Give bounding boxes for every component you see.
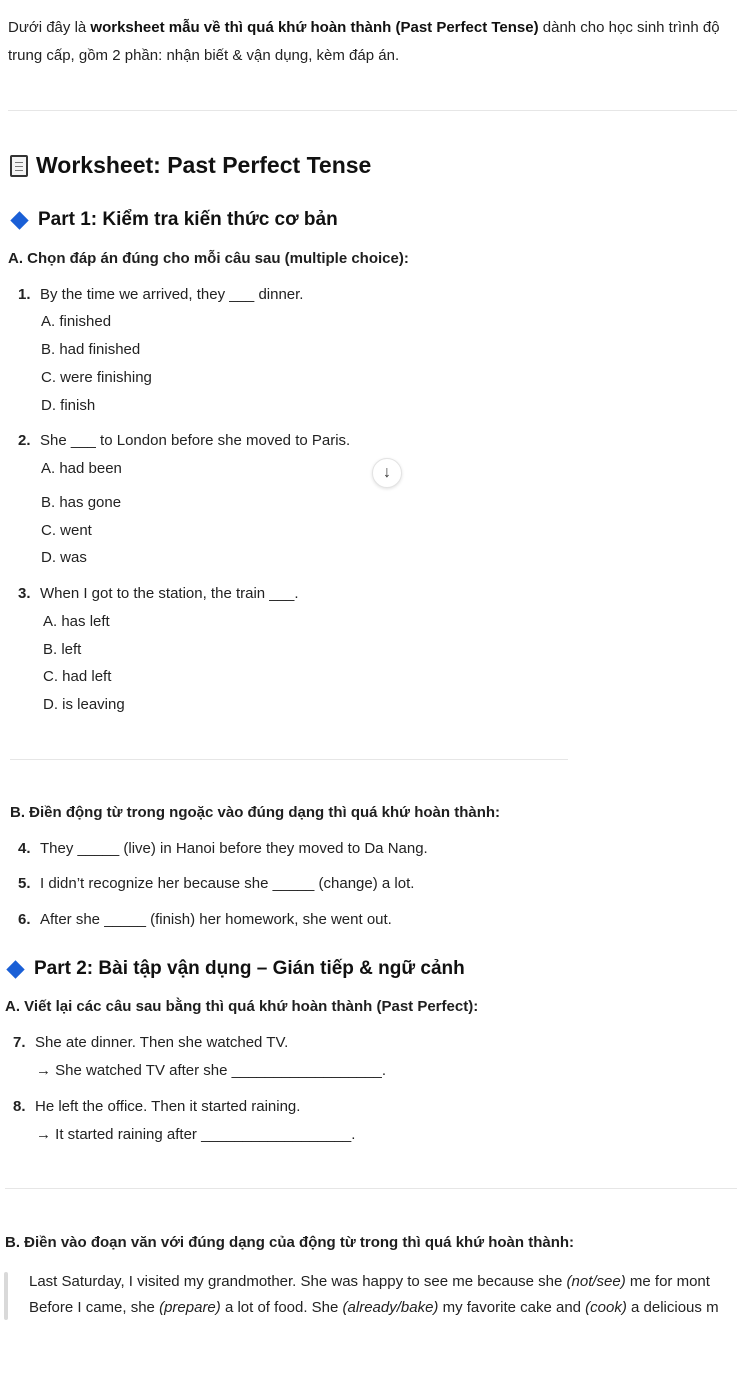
option: D. is leaving	[43, 696, 125, 713]
question-number: 2.	[18, 432, 31, 449]
fill-question-5	[18, 875, 414, 892]
option: C. went	[41, 522, 92, 539]
rewrite-question-7	[13, 1034, 288, 1051]
worksheet-title-text: Worksheet: Past Perfect Tense	[36, 152, 372, 178]
question-text: When I got to the station, the train ___.	[40, 585, 299, 602]
intro-line-2: trung cấp, gồm 2 phần: nhận biết & vận dụng, kèm đáp án.	[8, 47, 400, 64]
quote-text: Before I came, she	[29, 1299, 160, 1316]
fill-question-4	[18, 840, 428, 857]
question-text: By the time we arrived, they ___ dinner.	[40, 286, 304, 303]
option: C. were finishing	[41, 369, 152, 386]
option: C. had left	[43, 668, 112, 685]
rewrite-question-8	[13, 1098, 300, 1115]
quote-text: a lot of food. She	[220, 1299, 343, 1316]
intro-text: dành cho học sinh trình độ	[538, 19, 720, 36]
option: A. finished	[41, 313, 112, 330]
part1-heading	[10, 209, 338, 231]
intro-text: Dưới đây là	[8, 19, 91, 36]
quote-text: a delicious m	[626, 1299, 719, 1316]
question-3	[18, 585, 299, 602]
verb-hint: (not/see)	[566, 1273, 626, 1290]
question-number: 3.	[18, 585, 31, 602]
question-number: 4.	[18, 840, 31, 857]
question-text: He left the office. Then it started raining.	[35, 1098, 301, 1115]
rewrite-answer-line: → It started raining after __________________.	[36, 1126, 356, 1143]
scroll-down-button[interactable]	[372, 458, 402, 488]
quote-line-2	[29, 1299, 719, 1316]
quote-text: Last Saturday, I visited my grandmother. She was happy to see me because she	[29, 1273, 567, 1290]
question-text: After she _____ (finish) her homework, she went out.	[40, 911, 392, 928]
rewrite-answer-line: → She watched TV after she __________________.	[36, 1062, 386, 1079]
question-number: 8.	[13, 1098, 26, 1115]
document-icon	[10, 155, 28, 177]
intro-line-1	[8, 14, 720, 42]
option: D. was	[41, 549, 87, 566]
question-number: 7.	[13, 1034, 26, 1051]
question-text: I didn’t recognize her because she _____ (change) a lot.	[40, 875, 415, 892]
fill-question-6	[18, 911, 392, 928]
part2-heading	[6, 958, 465, 980]
option: A. had been	[41, 460, 122, 477]
option: B. had finished	[41, 341, 141, 358]
option: D. finish	[41, 397, 96, 414]
quote-text: me for mont	[625, 1273, 710, 1290]
part1-section-b: B. Điền động từ trong ngoặc vào đúng dạng thì quá khứ hoàn thành:	[10, 804, 501, 821]
part2-title: Part 2: Bài tập vận dụng – Gián tiếp & ngữ cảnh	[34, 958, 465, 979]
divider	[5, 1188, 737, 1189]
part2-section-b: B. Điền vào đoạn văn với đúng dạng của động từ trong thì quá khứ hoàn thành:	[5, 1234, 575, 1251]
diamond-icon	[10, 211, 28, 229]
question-number: 5.	[18, 875, 31, 892]
option: B. left	[43, 641, 82, 658]
verb-hint: (prepare)	[159, 1299, 221, 1316]
question-1	[18, 286, 303, 303]
verb-hint: (already/bake)	[342, 1299, 439, 1316]
part2-section-a: A. Viết lại các câu sau bằng thì quá khứ hoàn thành (Past Perfect):	[5, 998, 479, 1015]
part1-title: Part 1: Kiểm tra kiến thức cơ bản	[38, 209, 338, 230]
worksheet-title	[10, 152, 371, 179]
intro-bold-text: worksheet mẫu về thì quá khứ hoàn thành (Past Perfect Tense)	[90, 19, 539, 36]
question-text: They _____ (live) in Hanoi before they moved to Da Nang.	[40, 840, 428, 857]
question-text: She ate dinner. Then she watched TV.	[35, 1034, 289, 1051]
blockquote-bar	[4, 1272, 8, 1320]
option: A. has left	[43, 613, 110, 630]
question-number: 1.	[18, 286, 31, 303]
divider	[8, 110, 737, 111]
quote-text: my favorite cake and	[438, 1299, 586, 1316]
verb-hint: (cook)	[585, 1299, 627, 1316]
arrow-down-icon: ↓	[383, 464, 391, 481]
question-2	[18, 432, 350, 449]
question-text: She ___ to London before she moved to Paris.	[40, 432, 351, 449]
question-number: 6.	[18, 911, 31, 928]
option: B. has gone	[41, 494, 122, 511]
quote-line-1	[29, 1273, 710, 1290]
diamond-icon	[6, 960, 24, 978]
part1-section-a: A. Chọn đáp án đúng cho mỗi câu sau (multiple choice):	[8, 250, 409, 267]
divider	[10, 759, 568, 760]
